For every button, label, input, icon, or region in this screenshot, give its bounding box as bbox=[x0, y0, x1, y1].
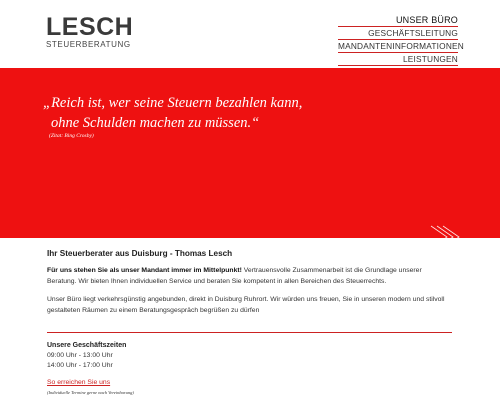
main-nav bbox=[338, 14, 464, 66]
directions-link[interactable]: So erreichen Sie uns bbox=[47, 379, 111, 386]
hero-quote-line-1: „Reich ist, wer seine Steuern bezahlen kann, bbox=[43, 95, 303, 111]
logo-subtitle: STEUERBERATUNG bbox=[46, 40, 131, 49]
nav-item-mandanteninformationen[interactable]: MANDANTENINFORMATIONEN bbox=[338, 41, 464, 51]
logo-title: LESCH bbox=[46, 13, 134, 41]
appointment-note: (Individuelle Termine gerne nach Vereinbarung) bbox=[47, 390, 134, 395]
hours-title: Unsere Geschäftszeiten bbox=[47, 342, 127, 349]
location-paragraph: Unser Büro liegt verkehrsgünstig angebunden, direkt in Duisburg Ruhrort. Wir würden uns freuen, Sie in unseren modern und stilvoll gestalteten Räumen zu einem Beratungsgespräch begrüßen zu dürfen bbox=[47, 296, 445, 314]
hero-quote bbox=[43, 93, 302, 133]
nav-item-leistungen[interactable]: LEISTUNGEN bbox=[338, 53, 458, 66]
main-content bbox=[47, 248, 452, 397]
hero-quote-line-2: ohne Schulden machen zu müssen.“ bbox=[51, 115, 260, 131]
hero-quote-attribution: (Zitat: Bing Crosby) bbox=[49, 133, 94, 139]
section-divider bbox=[47, 332, 452, 333]
site-header bbox=[0, 0, 500, 68]
hours-afternoon: 14:00 Uhr - 17:00 Uhr bbox=[47, 362, 113, 369]
hero-banner bbox=[0, 68, 500, 238]
hours-morning: 09:00 Uhr - 13:00 Uhr bbox=[47, 352, 113, 359]
intro-text: Vertrauensvolle Zusammenarbeit ist die Grundlage unserer Beratung. Wir bieten Ihnen individuellen Service und beraten Sie kompetent in allen Bereichen des Steuerrechts. bbox=[47, 267, 422, 285]
intro-highlight: Für uns stehen Sie als unser Mandant immer im Mittelpunkt! bbox=[47, 267, 242, 274]
chevron-decoration-icon bbox=[427, 224, 467, 238]
intro-paragraph bbox=[47, 266, 452, 287]
logo[interactable] bbox=[46, 15, 133, 50]
nav-item-unser-buero[interactable]: UNSER BÜRO bbox=[338, 14, 458, 27]
nav-item-geschaeftsleitung[interactable]: GESCHÄFTSLEITUNG bbox=[338, 27, 458, 40]
page-heading: Ihr Steuerberater aus Duisburg - Thomas Lesch bbox=[47, 249, 233, 258]
